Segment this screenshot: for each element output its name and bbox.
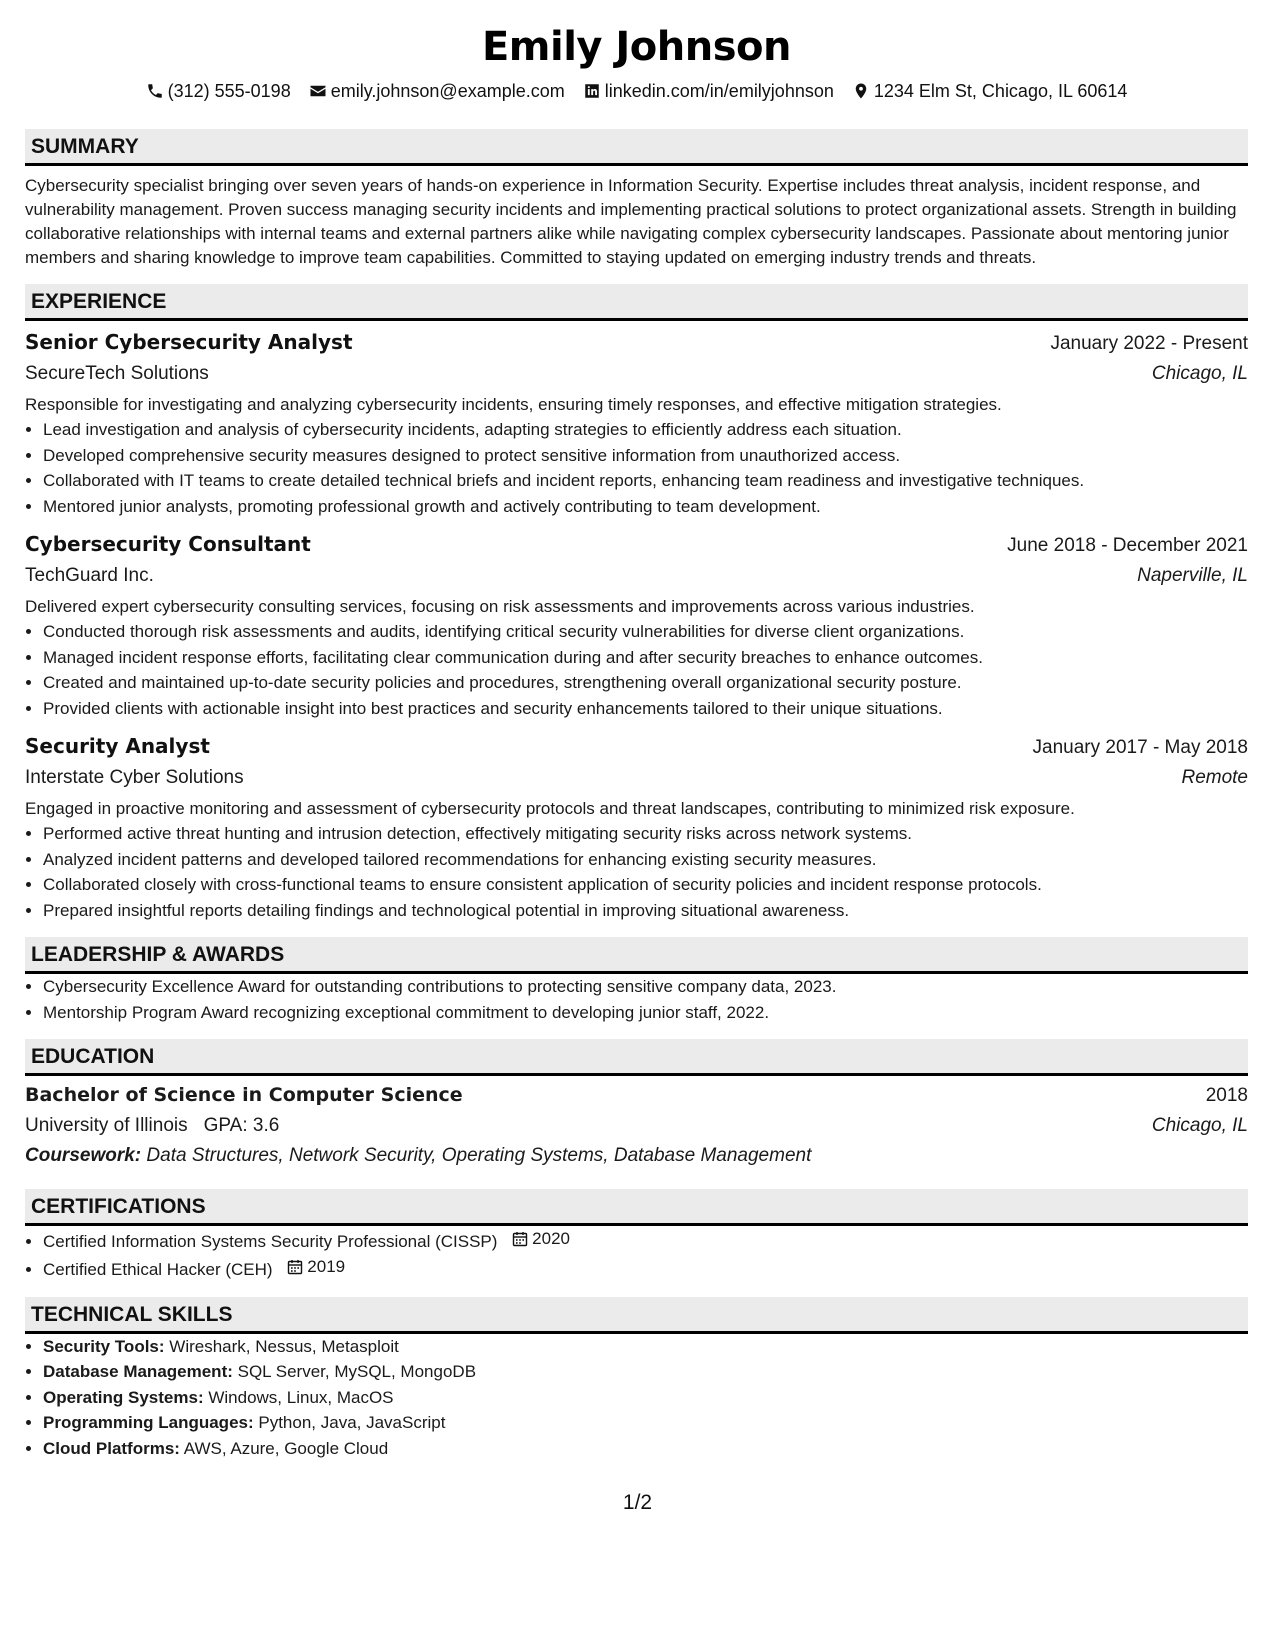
- school-location: Chicago, IL: [1151, 1115, 1248, 1136]
- calendar-icon: [512, 1231, 528, 1247]
- list-item: • Managed incident response efforts, facilitating clear communication during and after security breaches to enhance outcomes.: [43, 645, 1248, 671]
- list-item: • Prepared insightful reports detailing findings and technological potential in improving situational awareness.: [43, 898, 1248, 924]
- company-name: SecureTech Solutions: [25, 363, 209, 384]
- list-item: • Collaborated with IT teams to create detailed technical briefs and incident reports, enhancing team readiness and investigative techniques.: [43, 468, 1248, 494]
- skill-values: Wireshark, Nessus, Metasploit: [169, 1336, 399, 1356]
- skill-values: Python, Java, JavaScript: [258, 1413, 446, 1432]
- job-entry: [25, 327, 1248, 519]
- job-dates: January 2022 - Present: [1050, 333, 1248, 354]
- experience-section: [25, 284, 1248, 923]
- contact-linkedin[interactable]: [583, 80, 834, 102]
- company-name: TechGuard Inc.: [25, 565, 154, 586]
- coursework: [25, 1141, 1248, 1171]
- list-item: • Developed comprehensive security measures designed to protect sensitive information from unauthorized access.: [43, 443, 1248, 469]
- phone-icon: [146, 82, 164, 100]
- list-item: • Provided clients with actionable insight into best practices and security enhancements tailored to their unique situations.: [43, 696, 1248, 722]
- job-location: Remote: [1181, 767, 1248, 788]
- list-item: • Conducted thorough risk assessments and audits, identifying critical security vulnerabilities for diverse client organizations.: [43, 619, 1248, 645]
- phone-text: (312) 555-0198: [167, 81, 291, 101]
- certifications-section: [25, 1189, 1248, 1283]
- skills-list: [25, 1334, 1248, 1462]
- job-title: Senior Cybersecurity Analyst: [25, 330, 353, 354]
- job-entry: [25, 529, 1248, 721]
- company-name: Interstate Cyber Solutions: [25, 767, 244, 788]
- linkedin-icon: [583, 82, 601, 100]
- resume-page: [25, 22, 1248, 1461]
- job-location: Chicago, IL: [1151, 363, 1248, 384]
- list-item: [43, 1410, 1248, 1436]
- cert-year-text: 2020: [532, 1229, 570, 1248]
- page-number: 1/2: [622, 1491, 653, 1514]
- envelope-icon: [309, 82, 327, 100]
- list-item: • Analyzed incident patterns and developed tailored recommendations for enhancing existing security measures.: [43, 847, 1248, 873]
- job-title: Security Analyst: [25, 734, 210, 758]
- list-item: [43, 1254, 1248, 1282]
- contact-phone[interactable]: [146, 80, 291, 102]
- job-location: Naperville, IL: [1137, 565, 1248, 586]
- address-text: 1234 Elm St, Chicago, IL 60614: [873, 81, 1128, 101]
- list-item: [43, 1385, 1248, 1411]
- email-link: emily.johnson@example.com: [330, 81, 565, 101]
- candidate-name: Emily Johnson: [481, 24, 791, 70]
- summary-section: [25, 129, 1248, 270]
- list-item: [43, 1359, 1248, 1385]
- skill-values: AWS, Azure, Google Cloud: [183, 1438, 389, 1458]
- job-bullets: [25, 619, 1248, 721]
- contact-address: [852, 80, 1128, 102]
- contact-bar: [25, 80, 1248, 102]
- list-item: • Performed active threat hunting and intrusion detection, effectively mitigating security risks across network systems.: [43, 821, 1248, 847]
- skill-values: Windows, Linux, MacOS: [208, 1387, 394, 1407]
- job-dates: June 2018 - December 2021: [1007, 535, 1248, 556]
- summary-heading: SUMMARY: [25, 129, 1248, 166]
- job-title: Cybersecurity Consultant: [25, 532, 311, 556]
- list-item: • Cybersecurity Excellence Award for outstanding contributions to protecting sensitive company data, 2023.: [43, 974, 1248, 1000]
- list-item: • Mentored junior analysts, promoting professional growth and actively contributing to team development.: [43, 494, 1248, 520]
- map-marker-icon: [852, 82, 870, 100]
- skill-values: SQL Server, MySQL, MongoDB: [237, 1362, 477, 1381]
- contact-email[interactable]: [309, 80, 565, 102]
- coursework-label: Coursework:: [25, 1145, 142, 1166]
- job-entry: [25, 731, 1248, 923]
- list-item: [43, 1334, 1248, 1360]
- education-section: [25, 1039, 1248, 1171]
- skill-category: Programming Languages:: [43, 1413, 254, 1432]
- calendar-icon: [287, 1259, 303, 1275]
- job-bullets: [25, 417, 1248, 519]
- school-info: [25, 1111, 279, 1141]
- list-item: [43, 1226, 1248, 1254]
- job-bullets: [25, 821, 1248, 923]
- skills-heading: TECHNICAL SKILLS: [25, 1297, 1248, 1334]
- list-item: • Created and maintained up-to-date security policies and procedures, strengthening overall organizational security posture.: [43, 670, 1248, 696]
- skill-category: Security Tools:: [43, 1336, 165, 1356]
- experience-heading: EXPERIENCE: [25, 284, 1248, 321]
- awards-section: [25, 937, 1248, 1025]
- cert-year-text: 2019: [307, 1257, 346, 1277]
- skills-section: [25, 1297, 1248, 1462]
- awards-heading: LEADERSHIP & AWARDS: [25, 937, 1248, 974]
- job-description: Engaged in proactive monitoring and assessment of cybersecurity protocols and threat landscapes, contributing to minimized risk exposure.: [25, 799, 1075, 818]
- job-description: Responsible for investigating and analyzing cybersecurity incidents, ensuring timely responses, and effective mitigation strategies.: [25, 395, 1002, 414]
- cert-name: Certified Information Systems Security Professional (CISSP): [43, 1231, 498, 1251]
- cert-year: [512, 1226, 570, 1252]
- graduation-year: 2018: [1205, 1085, 1248, 1106]
- list-item: • Lead investigation and analysis of cybersecurity incidents, adapting strategies to efficiently address each situation.: [43, 417, 1248, 443]
- cert-year: [287, 1254, 345, 1280]
- awards-list: [25, 974, 1248, 1025]
- gpa: GPA: 3.6: [203, 1115, 280, 1136]
- degree-title: Bachelor of Science in Computer Science: [25, 1084, 463, 1106]
- summary-text: Cybersecurity specialist bringing over seven years of hands-on experience in Information Security. Expertise includes threat analysis, incident response, and vulnerability management. Proven success managing security incidents and implementing practical solutions to protect organizational assets. Strength in building collaborative relationships with internal teams and external partners alike while navigating complex cybersecurity landscapes. Passionate about mentoring junior members and sharing knowledge to improve team capabilities. Committed to staying updated on emerging industry trends and threats.: [25, 176, 1237, 267]
- certifications-heading: CERTIFICATIONS: [25, 1189, 1248, 1226]
- skill-category: Operating Systems:: [43, 1387, 204, 1407]
- cert-name: Certified Ethical Hacker (CEH): [43, 1260, 273, 1279]
- education-heading: EDUCATION: [25, 1039, 1248, 1076]
- coursework-list: Data Structures, Network Security, Operating Systems, Database Management: [146, 1145, 812, 1166]
- linkedin-link: linkedin.com/in/emilyjohnson: [604, 81, 834, 101]
- list-item: [43, 1436, 1248, 1462]
- skill-category: Database Management:: [43, 1362, 233, 1381]
- certifications-list: [25, 1226, 1248, 1283]
- job-description: Delivered expert cybersecurity consulting services, focusing on risk assessments and improvements across various industries.: [25, 597, 975, 616]
- list-item: • Mentorship Program Award recognizing exceptional commitment to developing junior staff, 2022.: [43, 1000, 1248, 1026]
- skill-category: Cloud Platforms:: [43, 1438, 180, 1458]
- job-dates: January 2017 - May 2018: [1032, 737, 1248, 758]
- school-name: University of Illinois: [25, 1115, 188, 1136]
- list-item: • Collaborated closely with cross-functional teams to ensure consistent application of security policies and incident response protocols.: [43, 872, 1248, 898]
